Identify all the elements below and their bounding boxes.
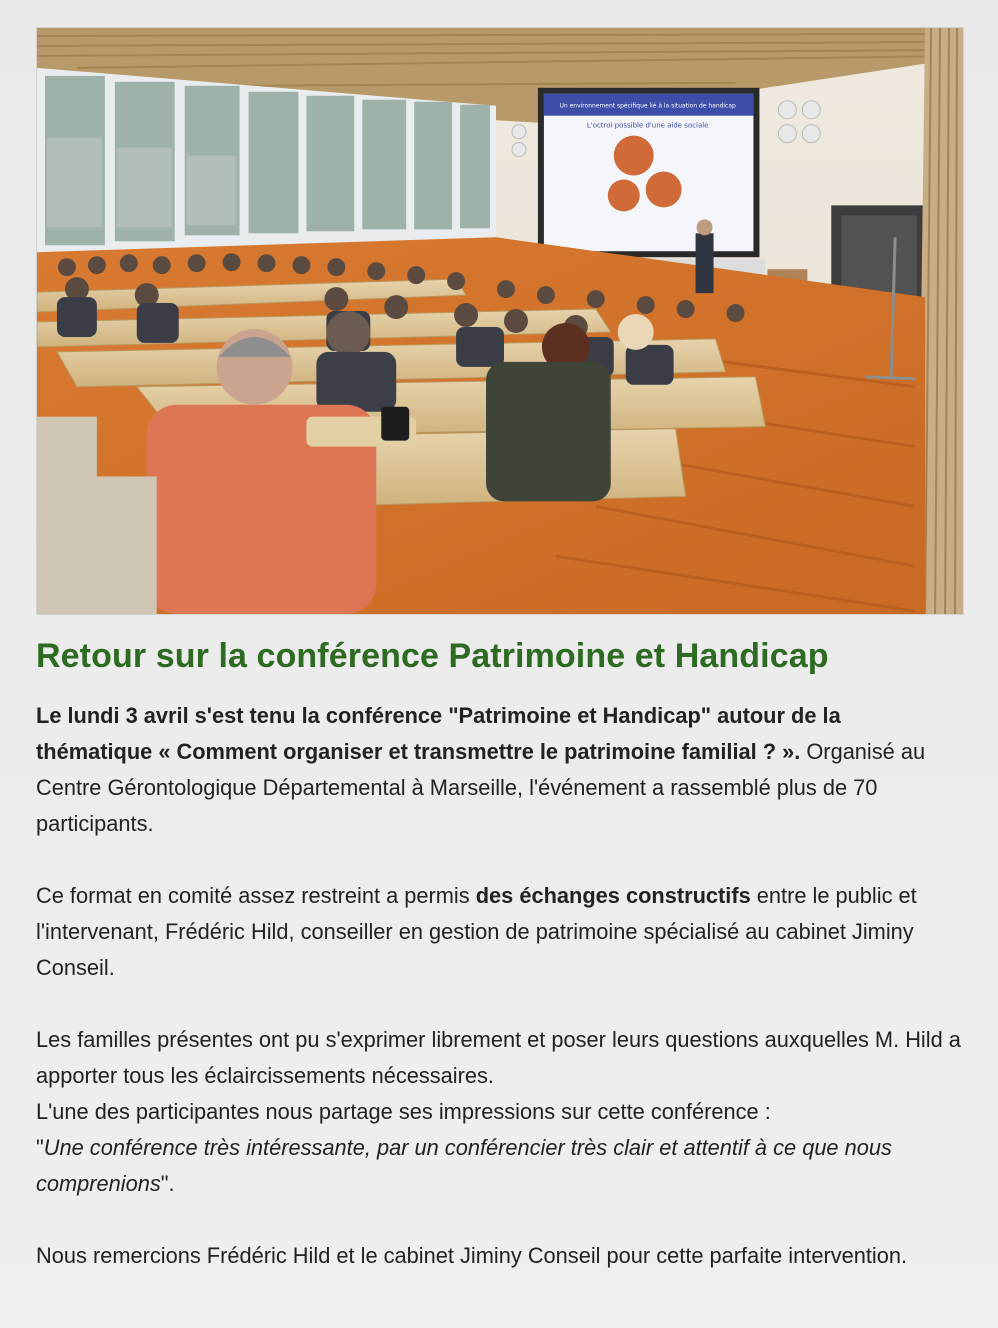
format-paragraph (36, 878, 962, 986)
slide-header-text: Un environnement spécifique lié à la situation de handicap (559, 102, 736, 110)
article-title: Retour sur la conférence Patrimoine et Handicap (36, 637, 829, 675)
families-line-2: L'une des participantes nous partage ses impressions sur cette conférence : (36, 1099, 771, 1124)
participant-quote: Une conférence très intéressante, par un conférencier très clair et attentif à ce que nous comprenions (36, 1135, 892, 1196)
conference-room-illustration (37, 28, 963, 614)
paragraph-spacer (36, 1202, 962, 1238)
article-body (36, 698, 962, 1274)
thanks-paragraph (36, 1238, 962, 1274)
intro-text: Organisé au Centre Gérontologique Départemental à Marseille, l'événement a rassemblé plus de 70 participants. (36, 739, 926, 836)
families-paragraph (36, 1022, 962, 1202)
paragraph-spacer (36, 842, 962, 878)
format-bold-phrase: des échanges constructifs (475, 883, 751, 908)
quote-close-mark: ". (160, 1171, 175, 1196)
quote-open-mark: " (36, 1135, 44, 1160)
thanks-text: Nous remercions Frédéric Hild et le cabinet Jiminy Conseil pour cette parfaite intervention. (36, 1243, 908, 1268)
slide-subtitle-text: L'octroi possible d'une aide sociale (586, 121, 709, 130)
paragraph-spacer (36, 986, 962, 1022)
intro-paragraph (36, 698, 962, 842)
families-line-1: Les familles présentes ont pu s'exprimer librement et poser leurs questions auxquelles M. Hild a apporter tous les éclaircissements nécessaires. (36, 1027, 961, 1088)
conference-photo (36, 27, 964, 615)
format-text-after: entre le public et l'intervenant, Frédéric Hild, conseiller en gestion de patrimoine spécialisé au cabinet Jiminy Conseil. (36, 883, 917, 980)
intro-bold-text: Le lundi 3 avril s'est tenu la conférence "Patrimoine et Handicap" autour de la thématique « Comment organiser et transmettre le patrimoine familial ? ». (36, 703, 841, 764)
format-text-before: Ce format en comité assez restreint a permis (36, 883, 476, 908)
